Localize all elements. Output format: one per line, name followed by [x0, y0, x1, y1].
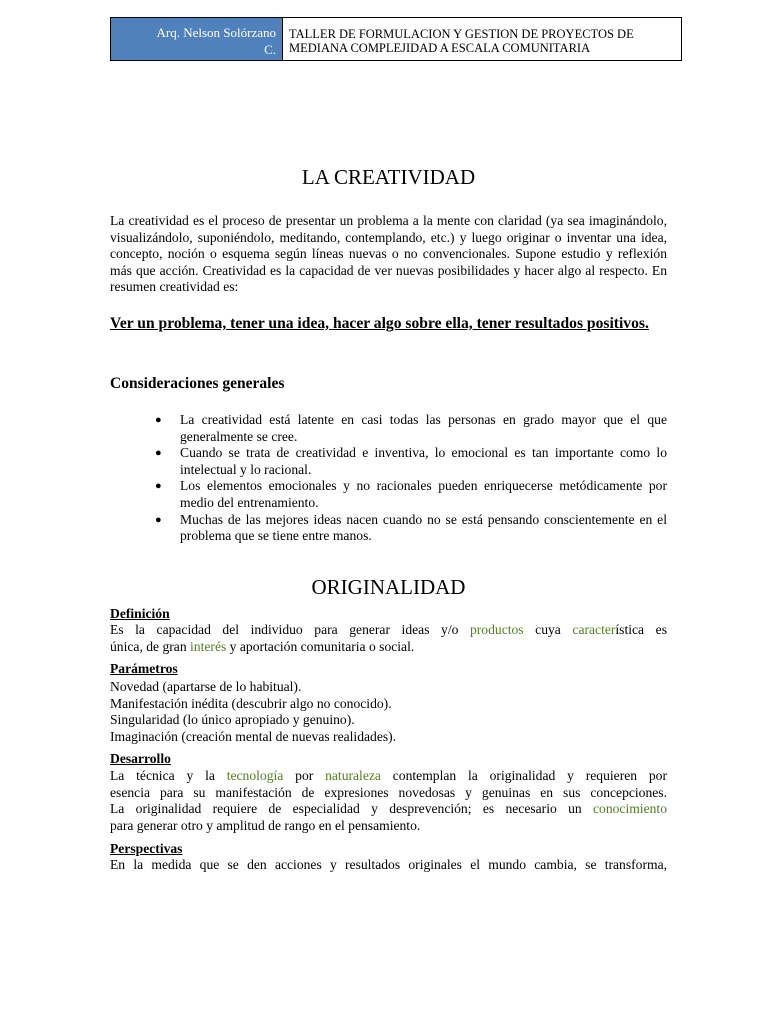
considerations-list — [154, 412, 667, 545]
list-item: ● La creatividad está latente en casi todas las personas en grado mayor que el que generalmente se cree. — [155, 412, 667, 444]
conocimiento-link[interactable]: conocimiento — [593, 801, 667, 817]
list-item: ● Los elementos emocionales y no racionales pueden enriquecerse metódicamente por medio del entrenamiento. — [155, 478, 667, 510]
bullet-icon: ● — [155, 513, 162, 526]
author-initial: C. — [264, 42, 276, 57]
definicion-label: Definición — [110, 606, 170, 621]
section-title-creatividad: LA CREATIVIDAD — [301, 165, 476, 189]
definicion-line2: única, de gran interés y aportación comunitaria o social. — [110, 639, 415, 654]
document-header — [110, 17, 682, 61]
desarrollo-line4: para generar otro y amplitud de rango en el pensamiento. — [110, 817, 421, 833]
creatividad-summary: Ver un problema, tener una idea, hacer algo sobre ella, tener resultados positivos. — [110, 315, 649, 332]
list-item: ● Muchas de las mejores ideas nacen cuando no se está pensando conscientemente en el problema que se tiene entre manos. — [155, 511, 667, 544]
desarrollo-line3: La originalidad requiere de especialidad y desprevención; es necesario un conocimiento — [110, 801, 667, 817]
list-item: ● Cuando se trata de creatividad e inventiva, lo emocional es tan importante como lo intelectual y lo racional. — [155, 445, 667, 477]
desarrollo-label: Desarrollo — [110, 751, 171, 766]
perspectivas-text: En la medida que se den acciones y resultados originales el mundo cambia, se transforma, — [110, 857, 667, 872]
parametros-label: Parámetros — [110, 661, 178, 676]
parametro-item: Singularidad (lo único apropiado y genuino). — [110, 712, 355, 728]
course-title-line2: MEDIANA COMPLEJIDAD A ESCALA COMUNITARIA — [289, 40, 591, 55]
creatividad-intro: La creatividad es el proceso de presentar un problema a la mente con claridad (ya sea imaginándolo, visualizándolo, suponiéndolo, meditando, contemplando, etc.) y luego originar o inventar una idea, concepto, noción o esquema según líneas nuevas o no convencionales. Supone estudio y reflexión más que acción. Creatividad es la capacidad de ver nuevas posibilidades y hacer algo al respecto. En resumen creatividad es: — [110, 213, 667, 295]
section-title-originalidad: ORIGINALIDAD — [311, 575, 466, 599]
parametro-item: Imaginación (creación mental de nuevas realidades). — [110, 728, 397, 744]
tecnologia-link[interactable]: tecnología — [226, 768, 284, 783]
bullet-icon: ● — [155, 480, 162, 493]
perspectivas-label: Perspectivas — [110, 841, 183, 856]
course-cell — [283, 18, 681, 60]
caracteristica-link[interactable]: caracter — [572, 622, 616, 637]
course-title-line1: TALLER DE FORMULACION Y GESTION DE PROYECTOS DE — [289, 27, 634, 41]
definicion-line1: Es la capacidad del individuo para generar ideas y/o productos cuya característica es — [110, 622, 667, 637]
parametro-item: Novedad (apartarse de lo habitual). — [110, 679, 302, 694]
naturaleza-link[interactable]: naturaleza — [325, 768, 381, 783]
desarrollo-line1: La técnica y la tecnología por naturaleza contemplan la originalidad y requieren por — [110, 768, 667, 783]
author-cell — [111, 18, 283, 60]
desarrollo-line2: esencia para su manifestación de expresiones novedosas y genuinas en sus concepciones. — [110, 784, 667, 800]
author-name: Arq. Nelson Solórzano — [156, 25, 276, 40]
interes-link[interactable]: interés — [190, 639, 227, 654]
considerations-heading: Consideraciones generales — [110, 375, 285, 392]
bullet-icon: ● — [155, 414, 162, 426]
productos-link[interactable]: productos — [469, 622, 524, 637]
bullet-icon: ● — [155, 447, 162, 460]
parametro-item: Manifestación inédita (descubrir algo no conocido). — [110, 695, 392, 711]
